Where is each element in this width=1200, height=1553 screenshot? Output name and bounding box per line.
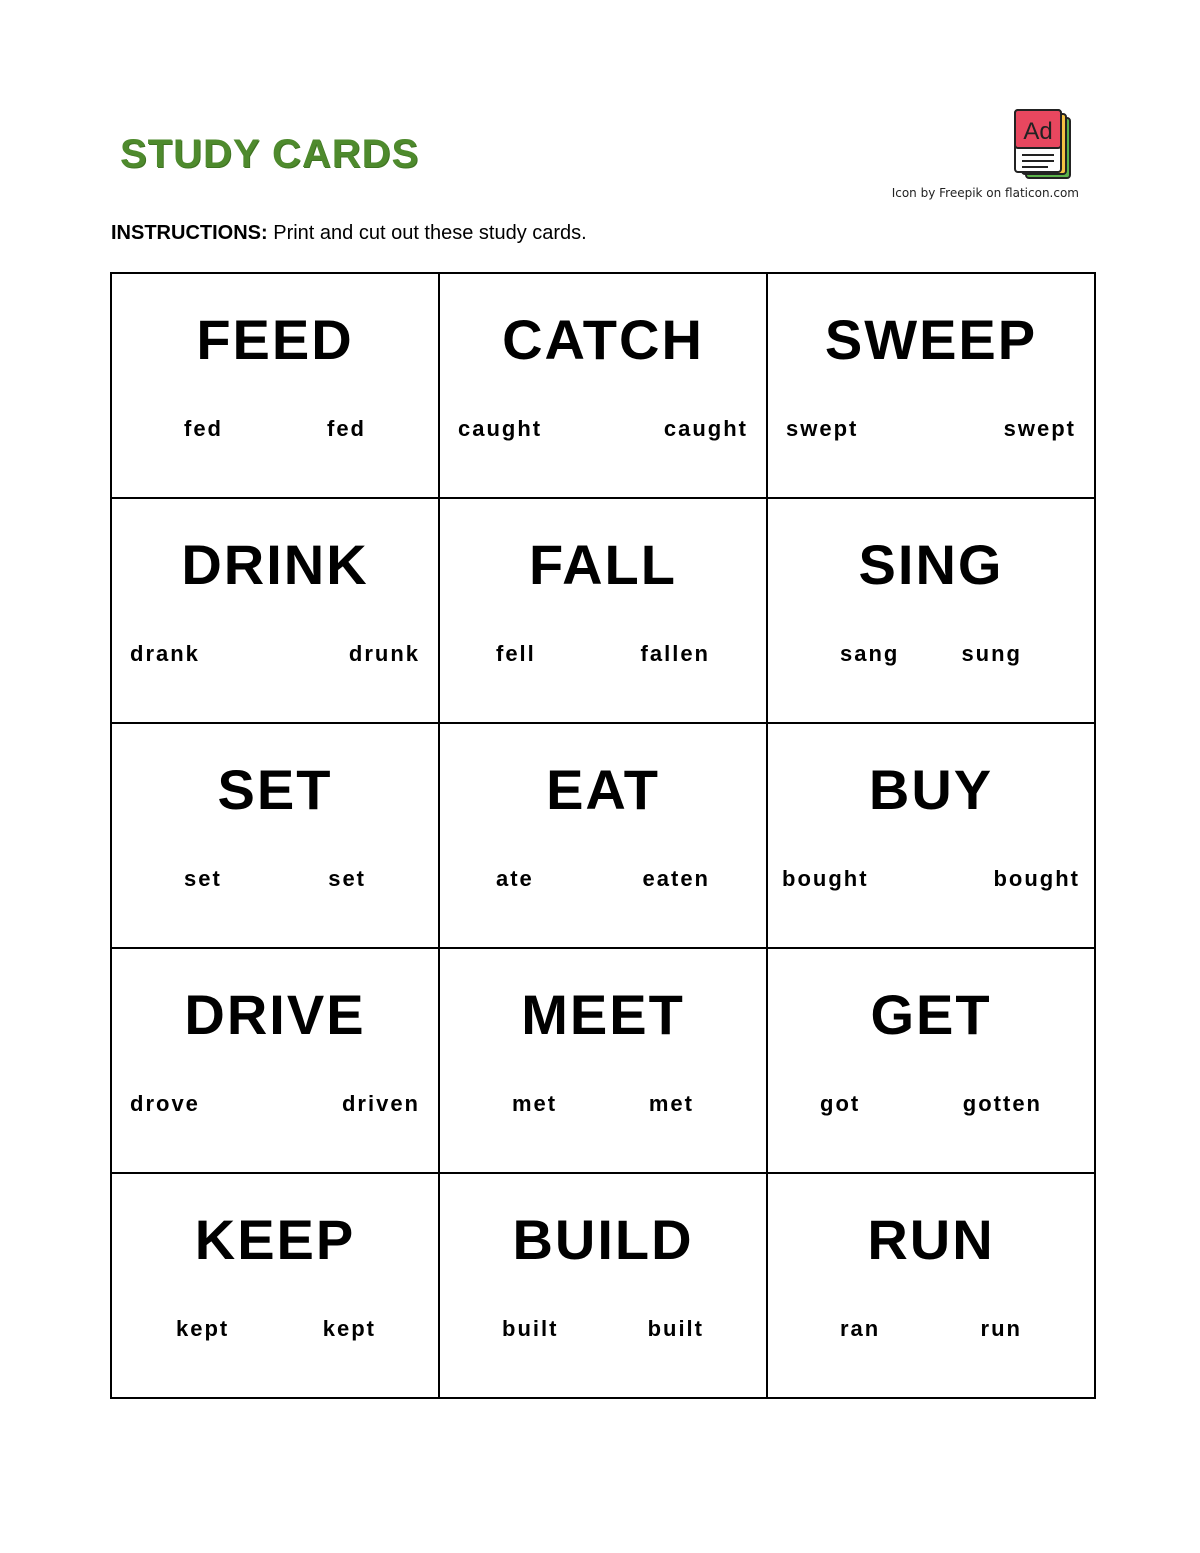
card-word: EAT <box>546 758 660 821</box>
card-past: got <box>820 1091 861 1116</box>
card-word: SING <box>858 533 1004 596</box>
study-card <box>767 273 1095 498</box>
instructions-text: Print and cut out these study cards. <box>273 222 587 244</box>
study-card <box>111 498 439 723</box>
study-card <box>439 273 767 498</box>
instructions <box>111 222 587 245</box>
study-card <box>439 498 767 723</box>
icon-credit: Icon by Freepik on flaticon.com <box>891 186 1079 200</box>
card-participle: eaten <box>642 866 710 891</box>
card-past: bought <box>782 866 869 891</box>
card-word: DRINK <box>181 533 369 596</box>
card-participle: met <box>648 1091 694 1116</box>
study-card <box>439 1173 767 1398</box>
card-word: BUY <box>868 758 994 821</box>
card-word: RUN <box>867 1208 995 1271</box>
study-card <box>767 723 1095 948</box>
study-card <box>767 1173 1095 1398</box>
card-participle: built <box>647 1316 704 1341</box>
card-participle: sung <box>961 641 1022 666</box>
card-word: SET <box>217 758 333 821</box>
card-participle: gotten <box>962 1091 1042 1116</box>
card-participle: bought <box>993 866 1080 891</box>
card-past: drove <box>130 1091 200 1116</box>
card-word: BUILD <box>512 1208 694 1271</box>
card-past: set <box>184 866 222 891</box>
card-past: built <box>502 1316 559 1341</box>
instructions-label: INSTRUCTIONS: <box>111 222 268 244</box>
card-participle: fallen <box>640 641 710 666</box>
study-card <box>111 723 439 948</box>
card-past: kept <box>176 1316 230 1341</box>
card-word: FEED <box>196 308 354 371</box>
card-word: MEET <box>521 983 685 1046</box>
dictionary-book-icon <box>1012 108 1072 184</box>
card-word: KEEP <box>194 1208 356 1271</box>
study-card <box>767 498 1095 723</box>
svg-text:Ad: Ad <box>1023 118 1053 145</box>
card-past: ate <box>496 866 534 891</box>
card-participle: set <box>328 866 366 891</box>
card-word: DRIVE <box>184 983 366 1046</box>
card-word: GET <box>870 983 992 1046</box>
card-past: met <box>512 1091 558 1116</box>
page-title: STUDY CARDS <box>120 132 420 176</box>
study-cards-grid <box>110 272 1096 1399</box>
study-card <box>767 948 1095 1173</box>
study-card <box>439 948 767 1173</box>
card-word: FALL <box>529 533 677 596</box>
card-participle: run <box>980 1316 1022 1341</box>
card-word: SWEEP <box>824 308 1038 371</box>
card-participle: caught <box>663 416 748 441</box>
card-past: fed <box>184 416 223 441</box>
card-past: drank <box>130 641 200 666</box>
card-past: ran <box>840 1316 881 1341</box>
card-past: swept <box>786 416 859 441</box>
card-past: caught <box>458 416 543 441</box>
card-participle: swept <box>1003 416 1076 441</box>
card-participle: kept <box>322 1316 376 1341</box>
study-card <box>111 948 439 1173</box>
card-past: fell <box>496 641 536 666</box>
card-word: CATCH <box>502 308 704 371</box>
card-participle: drunk <box>348 641 420 666</box>
study-card <box>439 723 767 948</box>
card-participle: driven <box>341 1091 420 1116</box>
study-card <box>111 273 439 498</box>
card-participle: fed <box>327 416 366 441</box>
study-card <box>111 1173 439 1398</box>
card-past: sang <box>840 641 900 666</box>
